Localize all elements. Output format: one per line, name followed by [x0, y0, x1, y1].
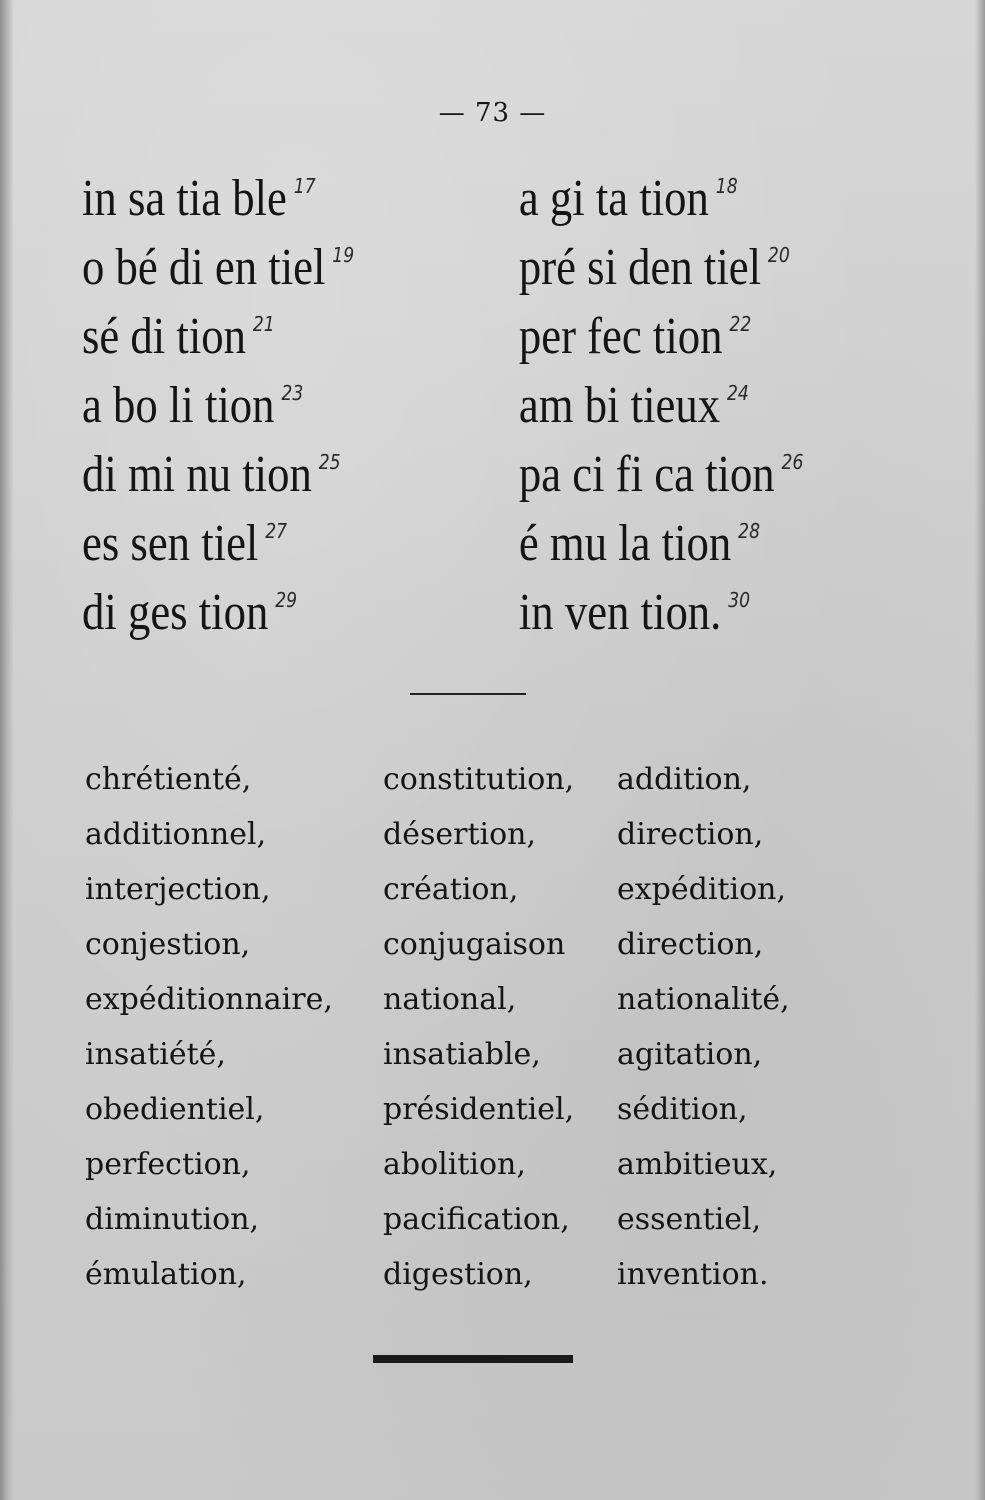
handwritten-number: 23 — [281, 381, 304, 405]
word: direction, — [617, 927, 764, 962]
word: pacification, — [383, 1202, 570, 1237]
word-row — [85, 1192, 905, 1247]
word-row — [85, 1247, 905, 1302]
word: obedientiel, — [85, 1092, 265, 1127]
word: présidentiel, — [383, 1092, 575, 1127]
word: essentiel, — [617, 1202, 762, 1237]
syllable-word: sé di tion — [82, 308, 246, 365]
word: insatiable, — [383, 1037, 541, 1072]
word: émulation, — [85, 1257, 247, 1292]
handwritten-number: 24 — [726, 381, 749, 405]
syllable-word: pré si den tiel — [518, 239, 762, 296]
syllable-row — [82, 152, 787, 227]
word-row — [85, 862, 905, 917]
syllable-word: in sa tia ble — [82, 170, 287, 227]
page-right-edge — [975, 0, 985, 1500]
syllable-word: di ges tion — [82, 584, 269, 641]
word-row — [85, 1082, 905, 1137]
handwritten-number: 20 — [767, 243, 790, 267]
syllable-exercise — [82, 152, 902, 641]
handwritten-number: 25 — [318, 450, 341, 474]
word-row — [85, 972, 905, 1027]
word: expédition, — [617, 872, 786, 907]
section-divider — [410, 693, 526, 695]
word: invention. — [617, 1257, 769, 1292]
handwritten-number: 22 — [729, 312, 752, 336]
handwritten-number: 29 — [275, 588, 298, 612]
syllable-row — [82, 497, 787, 572]
word: chrétienté, — [85, 762, 252, 797]
page-left-edge — [0, 0, 14, 1500]
syllable-word: é mu la tion — [518, 515, 732, 572]
syllable-row — [82, 290, 787, 365]
word: expéditionnaire, — [85, 982, 333, 1017]
syllable-word: o bé di en tiel — [82, 239, 326, 296]
page-number: — 73 — — [438, 98, 547, 128]
word: constitution, — [383, 762, 575, 797]
handwritten-number: 28 — [738, 519, 761, 543]
word: abolition, — [383, 1147, 526, 1182]
word-row — [85, 752, 905, 807]
handwritten-number: 21 — [252, 312, 275, 336]
syllable-word: in ven tion. — [518, 584, 722, 641]
word: nationalité, — [617, 982, 790, 1017]
word: ambitieux, — [617, 1147, 778, 1182]
word-row — [85, 1137, 905, 1192]
word-row — [85, 917, 905, 972]
handwritten-number: 18 — [715, 174, 738, 198]
word: insatiété, — [85, 1037, 226, 1072]
word: désertion, — [383, 817, 537, 852]
syllable-row — [82, 566, 787, 641]
syllable-word: am bi tieux — [518, 377, 721, 434]
syllable-row — [82, 359, 787, 434]
syllable-word: a bo li tion — [82, 377, 275, 434]
word: diminution, — [85, 1202, 260, 1237]
word: additionnel, — [85, 817, 267, 852]
word-row — [85, 1027, 905, 1082]
word-row — [85, 807, 905, 862]
handwritten-number: 19 — [332, 243, 355, 267]
word: perfection, — [85, 1147, 251, 1182]
word-list — [85, 752, 905, 1302]
word: direction, — [617, 817, 764, 852]
word: création, — [383, 872, 519, 907]
syllable-word: pa ci fi ca tion — [518, 446, 775, 503]
syllable-word: es sen tiel — [82, 515, 259, 572]
word: conjugaison — [383, 927, 566, 962]
word: sédition, — [617, 1092, 748, 1127]
syllable-row — [82, 221, 790, 296]
word: interjection, — [85, 872, 271, 907]
syllable-word: per fec tion — [518, 308, 723, 365]
word: digestion, — [383, 1257, 533, 1292]
handwritten-number: 26 — [781, 450, 804, 474]
handwritten-number: 30 — [728, 588, 751, 612]
syllable-word: a gi ta tion — [518, 170, 709, 227]
handwritten-number: 17 — [293, 174, 316, 198]
handwritten-number: 27 — [265, 519, 288, 543]
word: conjestion, — [85, 927, 251, 962]
end-rule — [373, 1355, 573, 1363]
word: addition, — [617, 762, 752, 797]
syllable-word: di mi nu tion — [82, 446, 312, 503]
word: agitation, — [617, 1037, 763, 1072]
word: national, — [383, 982, 517, 1017]
syllable-row — [82, 428, 804, 503]
